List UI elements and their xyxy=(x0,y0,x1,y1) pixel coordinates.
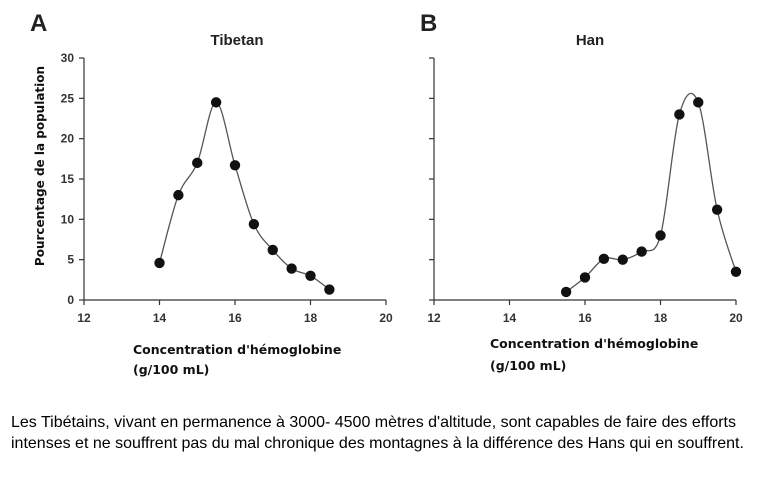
panel-a-data-point xyxy=(154,258,164,268)
panel-a-data-point xyxy=(192,158,202,168)
panel-b-data-point xyxy=(674,109,684,119)
panel-b-letter: B xyxy=(420,10,438,37)
panel-a-title: Tibetan xyxy=(210,32,264,49)
panel-b-data-point xyxy=(693,97,703,107)
panel-b-x-tick-label: 18 xyxy=(653,311,668,325)
panel-a xyxy=(30,10,393,377)
panel-a-y-tick-label: 10 xyxy=(60,212,74,227)
panel-a-x-tick-label: 14 xyxy=(152,311,167,325)
panel-a-ylabel: Pourcentage de la population xyxy=(33,65,47,267)
panel-b-data-point xyxy=(618,254,628,264)
panel-b-x-tick-label: 12 xyxy=(427,311,441,325)
panel-b-data-point xyxy=(599,254,609,264)
panel-b-series-line xyxy=(566,93,736,292)
panel-b-x-tick-label: 20 xyxy=(729,311,743,325)
panel-a-y-tick-label: 5 xyxy=(67,252,74,267)
panel-a-xlabel-line2: (g/100 mL) xyxy=(133,362,210,377)
panel-a-y-tick-label: 0 xyxy=(67,293,74,307)
panel-b-data-point xyxy=(655,230,665,240)
panel-a-y-tick-label: 20 xyxy=(60,131,74,146)
panel-b-data-point xyxy=(580,272,590,282)
panel-a-data-point xyxy=(173,190,183,200)
panel-b-x-tick-label: 14 xyxy=(502,311,517,325)
panel-a-xlabel-line1: Concentration d'hémoglobine xyxy=(133,342,342,357)
panel-b-plot xyxy=(561,93,741,297)
panel-b-xlabel-line2: (g/100 mL) xyxy=(490,358,567,373)
panel-a-y-tick-label: 30 xyxy=(60,51,74,65)
panel-a-data-point xyxy=(211,97,221,107)
panel-a-y-tick-label: 25 xyxy=(60,91,74,106)
panel-b-data-point xyxy=(731,267,741,277)
panel-a-series-line xyxy=(160,102,330,289)
panel-a-x-tick-label: 12 xyxy=(77,311,91,325)
panel-b xyxy=(420,10,743,373)
panel-a-x-tick-label: 18 xyxy=(303,311,318,325)
panel-b-data-point xyxy=(636,246,646,256)
panel-a-data-point xyxy=(249,219,259,229)
panel-a-x-tick-label: 16 xyxy=(228,311,242,325)
panel-b-data-point xyxy=(561,287,571,297)
panel-b-data-point xyxy=(712,204,722,214)
panel-b-title: Han xyxy=(575,32,605,49)
panel-b-x-tick-label: 16 xyxy=(578,311,592,325)
panel-b-xlabel-line1: Concentration d'hémoglobine xyxy=(490,336,699,351)
panel-a-data-point xyxy=(286,263,296,273)
panel-a-letter: A xyxy=(30,10,48,37)
figure-caption: Les Tibétains, vivant en permanence à 3000- 4500 mètres d'altitude, sont capables de faire des efforts intenses et ne souffrent pas du mal chronique des montagnes à la différence des Hans qui en souffrent. xyxy=(11,414,744,452)
panel-a-x-tick-label: 20 xyxy=(379,311,393,325)
panel-a-axes xyxy=(61,51,393,325)
panel-a-data-point xyxy=(324,284,334,294)
panel-a-y-tick-label: 15 xyxy=(60,172,74,186)
panel-a-data-point xyxy=(230,160,240,170)
panel-a-plot xyxy=(154,97,334,295)
panel-a-data-point xyxy=(268,245,278,255)
panel-a-data-point xyxy=(305,271,315,281)
